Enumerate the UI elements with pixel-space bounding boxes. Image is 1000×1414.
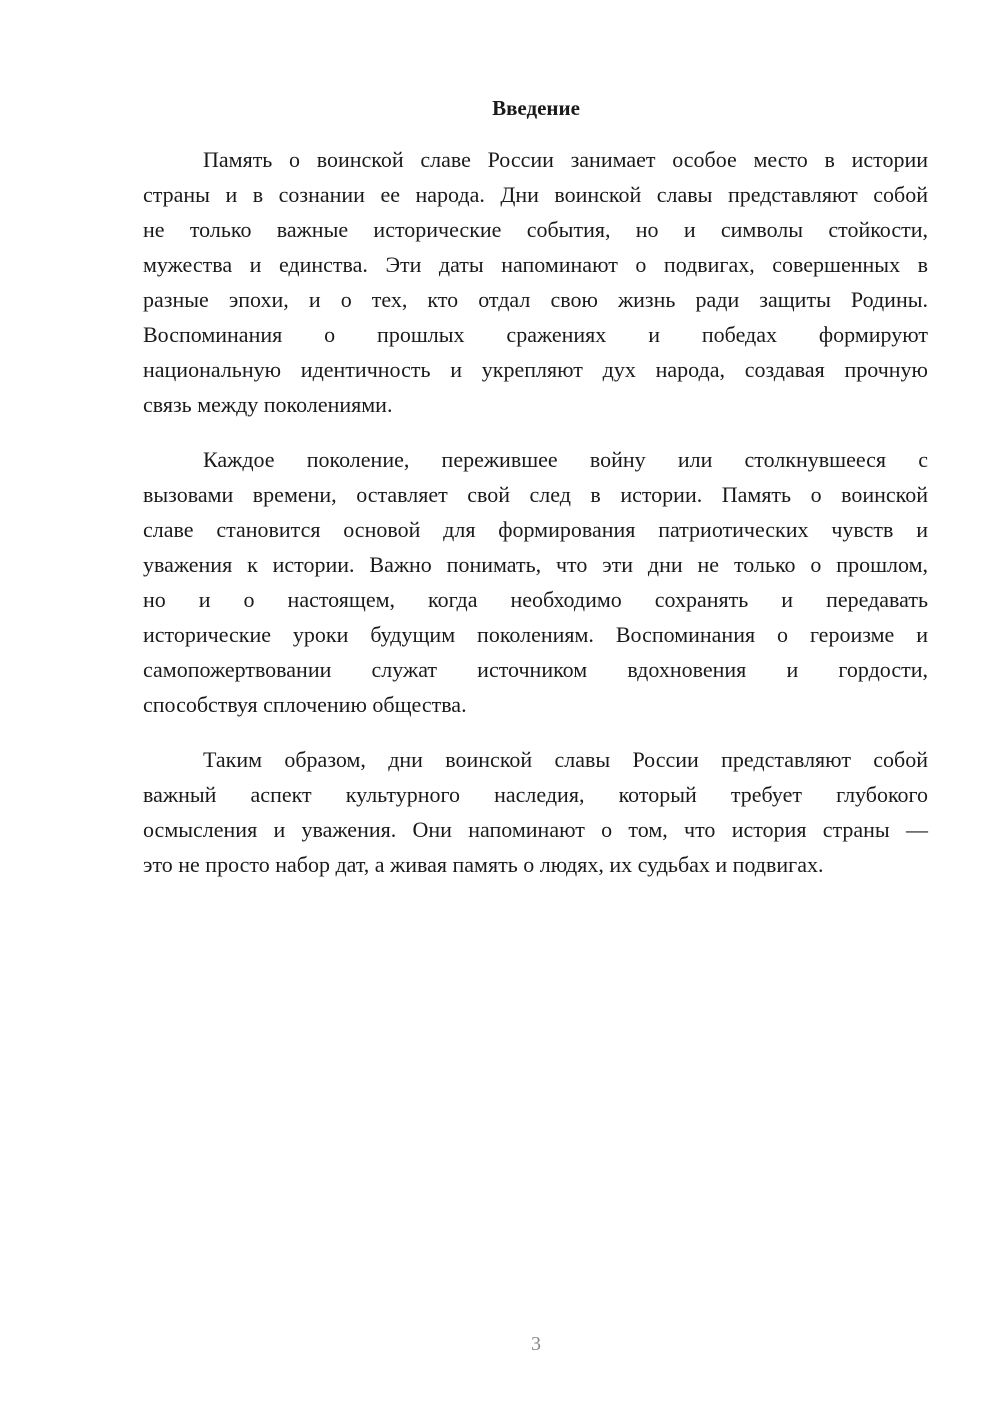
paragraph xyxy=(143,442,928,722)
text-line: Память о воинской славе России занимает особое место в истории xyxy=(203,147,928,172)
text-line: славе становится основой для формирования патриотических чувств и xyxy=(143,517,928,542)
text-line: связь между поколениями. xyxy=(143,392,393,417)
text-line: исторические уроки будущим поколениям. Воспоминания о героизме и xyxy=(143,622,928,647)
text-line: Каждое поколение, пережившее войну или столкнувшееся с xyxy=(203,447,928,472)
text-line: не только важные исторические события, но и символы стойкости, xyxy=(143,217,928,242)
text-line: разные эпохи, и о тех, кто отдал свою жизнь ради защиты Родины. xyxy=(143,287,928,312)
paragraph xyxy=(143,742,928,882)
text-line: осмысления и уважения. Они напоминают о том, что история страны — xyxy=(143,817,928,842)
text-line: национальную идентичность и укрепляют дух народа, создавая прочную xyxy=(143,357,928,382)
paragraph xyxy=(143,142,928,422)
text-line: но и о настоящем, когда необходимо сохранять и передавать xyxy=(143,587,928,612)
section-heading: Введение xyxy=(492,96,580,120)
text-line: мужества и единства. Эти даты напоминают о подвигах, совершенных в xyxy=(143,252,928,277)
document-body xyxy=(143,142,928,902)
text-line: Таким образом, дни воинской славы России представляют собой xyxy=(203,747,928,772)
text-line: уважения к истории. Важно понимать, что эти дни не только о прошлом, xyxy=(143,552,928,577)
text-line: важный аспект культурного наследия, который требует глубокого xyxy=(143,782,928,807)
text-line: Воспоминания о прошлых сражениях и победах формируют xyxy=(143,322,928,347)
text-line: самопожертвовании служат источником вдохновения и гордости, xyxy=(143,657,928,682)
text-line: страны и в сознании ее народа. Дни воинской славы представляют собой xyxy=(143,182,928,207)
text-line: способствуя сплочению общества. xyxy=(143,692,467,717)
page-number: 3 xyxy=(531,1333,541,1355)
text-line: это не просто набор дат, а живая память о людях, их судьбах и подвигах. xyxy=(143,852,824,877)
text-line: вызовами времени, оставляет свой след в истории. Память о воинской xyxy=(143,482,928,507)
